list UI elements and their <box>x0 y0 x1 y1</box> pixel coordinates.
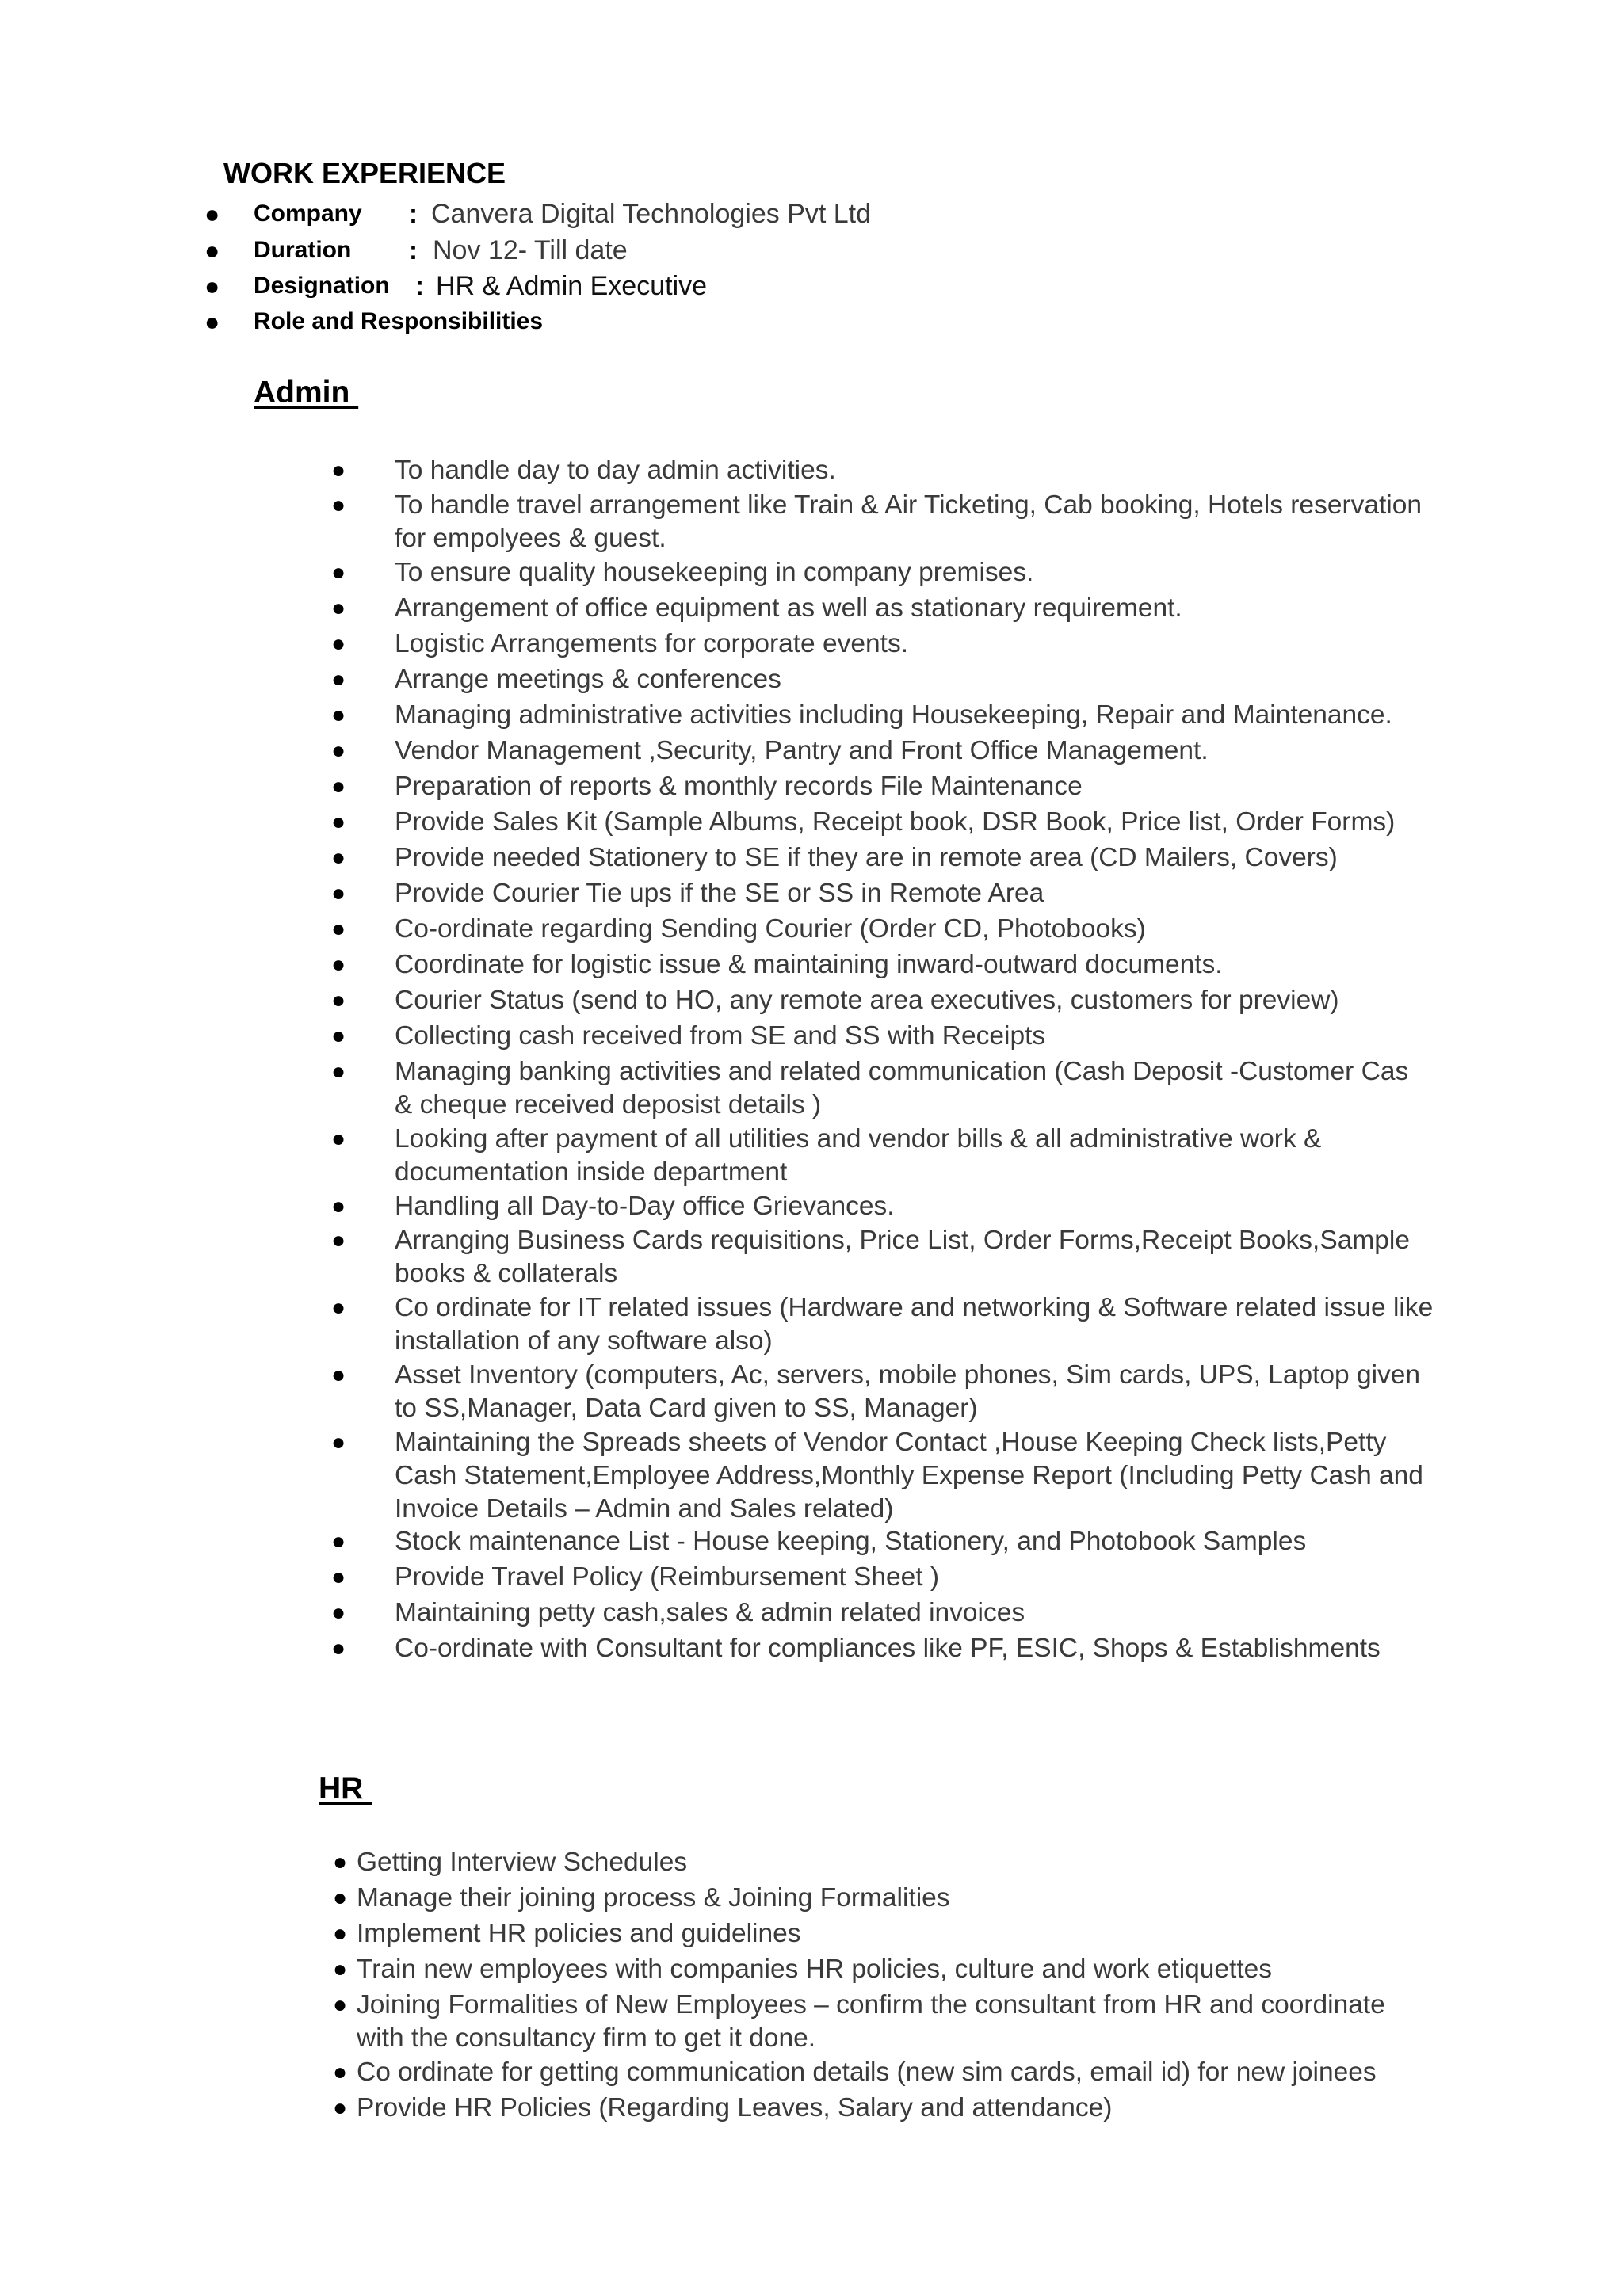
bullet-icon: ● <box>331 987 346 1013</box>
bullet-icon: ● <box>331 1058 346 1085</box>
list-item: ● To handle day to day admin activities. <box>395 454 1496 487</box>
bullet-icon: ● <box>333 1956 348 1982</box>
bullet-icon: ● <box>333 2095 348 2121</box>
info-value-duration: Nov 12- Till date <box>433 235 628 265</box>
list-item: ● Looking after payment of all utilities and vendor bills & all administrative work & documentation inside department <box>331 1124 1322 1187</box>
bullet-icon: ● <box>331 1564 346 1590</box>
bullet-icon: ● <box>331 773 346 799</box>
info-colon: : <box>409 199 418 228</box>
list-item: ● Stock maintenance List - House keeping, Stationery, and Photobook Samples <box>395 1525 1496 1558</box>
bullet-icon: ● <box>331 916 346 942</box>
info-label: Company <box>254 200 362 227</box>
list-item: ● To handle travel arrangement like Train & Air Ticketing, Cab booking, Hotels reservation for empolyees & guest. <box>331 490 1422 553</box>
list-item: ● Arrangement of office equipment as well as stationary requirement. <box>395 592 1496 625</box>
bullet-icon: ● <box>331 595 346 621</box>
list-item: ● Managing banking activities and related communication (Cash Deposit -Customer Cas & cheque received deposist details ) <box>331 1057 1409 1119</box>
bullet-icon: ● <box>204 200 220 228</box>
bullet-icon: ● <box>333 1992 348 2018</box>
list-item: ● Train new employees with companies HR policies, culture and work etiquettes <box>357 1953 1498 1986</box>
bullet-icon: ● <box>331 1600 346 1626</box>
list-item: ● Arranging Business Cards requisitions, Price List, Order Forms,Receipt Books,Sample books & collaterals <box>331 1226 1410 1288</box>
list-item: ● Provide HR Policies (Regarding Leaves, Salary and attendance) <box>357 2092 1498 2125</box>
bullet-icon: ● <box>331 631 346 657</box>
list-item: ● Managing administrative activities including Housekeeping, Repair and Maintenance. <box>395 699 1496 732</box>
bullet-icon: ● <box>331 1126 346 1152</box>
bullet-icon: ● <box>204 236 220 265</box>
list-item: ● Provide Sales Kit (Sample Albums, Receipt book, DSR Book, Price list, Order Forms) <box>395 806 1496 839</box>
bullet-icon: ● <box>333 1849 348 1875</box>
info-value-designation: HR & Admin Executive <box>436 271 708 301</box>
bullet-icon: ● <box>331 1429 346 1455</box>
bullet-icon: ● <box>331 952 346 978</box>
list-item: ● Coordinate for logistic issue & maintaining inward-outward documents. <box>395 948 1496 982</box>
list-item: ● Logistic Arrangements for corporate events. <box>395 627 1496 661</box>
bullet-icon: ● <box>331 845 346 871</box>
list-item: ● Handling all Day-to-Day office Grievances. <box>395 1190 1496 1223</box>
list-item: ● Asset Inventory (computers, Ac, servers, mobile phones, Sim cards, UPS, Laptop given to SS,Manager, Data Card given to SS, Manager) <box>331 1360 1421 1423</box>
list-item: ● Provide Courier Tie ups if the SE or SS in Remote Area <box>395 877 1496 910</box>
list-item: ● Courier Status (send to HO, any remote area executives, customers for preview) <box>395 984 1496 1017</box>
list-item: ● Maintaining petty cash,sales & admin related invoices <box>395 1596 1496 1630</box>
list-item: ● Arrange meetings & conferences <box>395 663 1496 696</box>
list-item: ● Implement HR policies and guidelines <box>357 1917 1498 1951</box>
bullet-icon: ● <box>331 1362 346 1388</box>
info-label: Role and Responsibilities <box>254 308 544 334</box>
list-item: ● Provide needed Stationery to SE if they are in remote area (CD Mailers, Covers) <box>395 841 1496 875</box>
bullet-icon: ● <box>331 1635 346 1661</box>
list-item: ● Co-ordinate with Consultant for compliances like PF, ESIC, Shops & Establishments <box>395 1632 1496 1665</box>
list-item: ● Manage their joining process & Joining Formalities <box>357 1882 1498 1915</box>
info-colon: : <box>415 271 424 300</box>
list-item: ● Maintaining the Spreads sheets of Vendor Contact ,House Keeping Check lists,Petty Cash Statement,Employee Address,Monthly Expense Report (Including Petty Cash and Invoice Details – Admin and Sales related) <box>331 1428 1423 1524</box>
list-item: ● Co-ordinate regarding Sending Courier (Order CD, Photobooks) <box>395 913 1496 946</box>
section-title-work-experience: WORK EXPERIENCE <box>223 157 506 189</box>
info-colon: : <box>409 235 418 265</box>
bullet-icon: ● <box>331 1528 346 1554</box>
list-item: ● Getting Interview Schedules <box>357 1846 1498 1879</box>
list-item: ● Vendor Management ,Security, Pantry and Front Office Management. <box>395 734 1496 768</box>
bullet-icon: ● <box>331 1227 346 1253</box>
info-value-company: Canvera Digital Technologies Pvt Ltd <box>431 199 872 229</box>
bullet-icon: ● <box>331 559 346 585</box>
list-item: ● Co ordinate for IT related issues (Hardware and networking & Software related issue like installation of any software also) <box>331 1293 1434 1356</box>
bullet-icon: ● <box>331 809 346 835</box>
bullet-icon: ● <box>331 1193 346 1219</box>
hr-heading: HR <box>319 1772 372 1806</box>
info-label: Duration <box>254 237 352 263</box>
bullet-icon: ● <box>331 666 346 692</box>
list-item: ● Preparation of reports & monthly records File Maintenance <box>395 770 1496 803</box>
list-item: ● Co ordinate for getting communication details (new sim cards, email id) for new joinees <box>357 2056 1498 2089</box>
list-item: ● To ensure quality housekeeping in company premises. <box>395 556 1496 589</box>
bullet-icon: ● <box>204 272 220 300</box>
bullet-icon: ● <box>331 702 346 728</box>
bullet-icon: ● <box>331 880 346 906</box>
bullet-icon: ● <box>331 1295 346 1321</box>
bullet-icon: ● <box>333 1885 348 1911</box>
bullet-icon: ● <box>204 307 220 336</box>
list-item: ● Joining Formalities of New Employees – confirm the consultant from HR and coordinate with the consultancy firm to get it done. <box>333 1990 1385 2053</box>
bullet-icon: ● <box>331 1023 346 1049</box>
admin-heading: Admin <box>254 376 359 410</box>
bullet-icon: ● <box>333 2059 348 2085</box>
bullet-icon: ● <box>331 492 346 518</box>
bullet-icon: ● <box>331 738 346 764</box>
list-item: ● Collecting cash received from SE and SS with Receipts <box>395 1020 1496 1053</box>
bullet-icon: ● <box>331 457 346 483</box>
bullet-icon: ● <box>333 1920 348 1947</box>
list-item: ● Provide Travel Policy (Reimbursement Sheet ) <box>395 1561 1496 1594</box>
info-label: Designation <box>254 273 390 299</box>
